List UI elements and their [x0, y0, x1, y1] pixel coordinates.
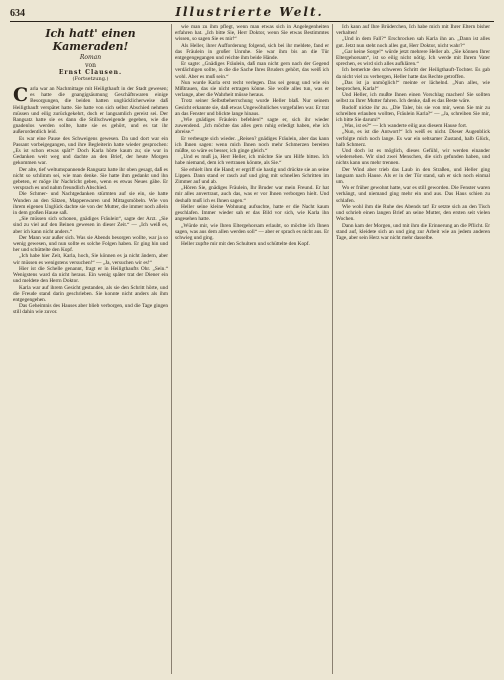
column-1	[10, 24, 171, 674]
paragraph: Heller zupfte mir mit den Schultern und schüttelte den Kopf.	[181, 241, 310, 248]
article-columns	[10, 24, 494, 674]
column-2	[171, 24, 332, 674]
paragraph: Dann kam der Morgen, und mit ihm die Erinnerung an die Pflicht. Er stand auf, kleidete sich an und ging zur Arbeit wie an jedem anderen Tage, aber sein Herz war nicht mehr dasselbe.	[336, 222, 490, 241]
column-3-text	[336, 24, 490, 241]
paragraph: Der Mann war außer sich. Was sie Abends besorgen wollte, war ja so wenig gewesen, und nun sollte es solche Folgen haben. Er ging hin und her und schüttelte den Kopf.	[13, 234, 168, 254]
paragraph: Wo er früher gewohnt hatte, war es still geworden. Die Fenster waren verhängt, und niemand ging mehr ein und aus. Das Haus schien zu schlafen.	[336, 185, 490, 204]
paragraph: Hier ist die Schelle genannt, fragt er in Heiligthaufts Ohr. „Sein.“ Wenigstens ward da nicht heraus. Ein wenig später trat der Diener ein und meldete den Herrn Doktor.	[13, 265, 168, 285]
page-header	[10, 5, 494, 21]
paragraph: „Was, ist es?“ — Ich wanderte eilig aus diesem Hause fort.	[342, 123, 468, 130]
story-author: Ernst Clausen.	[58, 69, 123, 76]
paragraph: Und Heller, ich mußte Ihnen einen Vorschlag machen! Sie sollten selbst zu Ihrer Mutter fahren. Ich denke, daß es das Beste wäre.	[336, 92, 490, 105]
paragraph: Es war eine Pause des Schweigens gewesen. Da und dort war ein Passant vorbeigegangen, und ihre Begleiterin hatte wieder gesprochen: „Es ist schon etwas spät!“ Doch Karla hörte kaum zu; sie war in Gedanken weit weg und dachte an den Brief, der heute Morgen gekommen war.	[13, 135, 168, 167]
header-rule	[10, 21, 494, 22]
paragraph-text: arla war an Nachmittage mit Heiligthauft in der Stadt gewesen; es hatte die gnangigsäumung Geschäftswaren einige Besorgungen, die beiden hatten unglücklicherweise daß Heiligthauft verspätet hatte. Sie hatte von sich selbst Abschied nehmen müssen und eilig zurückgekehrt, doch er langsamlich gereist sei. Der Rangsatz hatte sie es dann die Stillschweigende gegeben, wie die gnadenlos werden sollte, hatte sie es gehört, und es tat ihr außerordentlich leid.	[13, 86, 168, 136]
paragraph: Der Wind aber trieb das Laub in den Straßen, und Heller ging langsam nach Hause. Als er in der Tür stand, sah er sich noch einmal um.	[336, 166, 490, 186]
paragraph: wie man zu ihm pflegt, wenn man etwas sich in Angelegenheiten erfahren hat. „Ich bitte Sie, Herr Doktor, wenn Sie etwas Bestimmtes wissen, so sagen Sie es mir!“	[175, 24, 329, 43]
paragraph: „Das ist ja unmöglich!“ meinte er lächelnd. „Nun alles, wie besprochen, Karla!“	[336, 79, 490, 93]
page-number: 634	[10, 8, 25, 19]
drop-cap: C	[13, 84, 29, 106]
paragraph: Das Geheimnis des Hauses aber blieb verborgen, und die Tage gingen still dahin wie zuvor.	[13, 303, 168, 316]
masthead: Illustrierte Welt.	[175, 5, 324, 19]
paragraph: Heller seine kleine Wohnung aufsuchte, hatte er die Nacht kaum geschlafen. Immer wieder sah er das Bild vor sich, wie Karla ihn angesehen hatte.	[175, 203, 329, 223]
paragraph: Ich kann auf Ihre Brüderchen, Ich habe mich mit Ihrer Eltern bisher verhalten!	[336, 24, 490, 37]
continuation-note: (Fortsetzung.)	[72, 76, 109, 82]
column-3	[332, 24, 493, 674]
story-title: Ich hatt' einen Kameraden!	[45, 27, 136, 53]
paragraph: „Wie gnädiges Fräulein befehlen!“ sagte er, sich ihr wieder zuwendend. „Ich möchte das alles gern ruhig erledigt haben, ehe ich abreise.“	[175, 117, 329, 136]
paragraph: Er sagte: „Gnädiges Fräulein, daß man nicht gern nach der Gegend verdächtigen sollte, in die die Sache Ihres Bruders gehört, das weiß ich wohl. Aber es muß sein.“	[175, 61, 329, 80]
paragraph: Karla war auf ihrem Gesicht gestanden, als sie den Schritt hörte, und die Freude stand darin geschrieben. Sie konnte nicht anders als ihm entgegengehen.	[13, 284, 168, 303]
paragraph: Die Schmer- und Nachtgedanken stürmten auf sie ein, sie hatte Wunden an den Sätzen, Mappenwaren und Mittagsmöbeln. Wie von ihrem eigenen Unglück dachte sie von der Mutter, die immer noch allein in dem großen Hause saß.	[13, 191, 168, 217]
paragraph: Sie erhielt ihm die Hand; er ergriff sie hastig und drückte sie an seine Lippen. Dann stand er rasch auf und ging mit schnellen Schritten im Zimmer auf und ab.	[175, 166, 329, 186]
paragraph: Er verbeugte sich wieder. „Reisen? gnädiges Fräulein, aber das kann ich Ihnen sagen: wenn mich Ihnen noch mehr Schmerzen bereiten müßte, so wäre es besser, ich ginge gleich.“	[175, 135, 329, 155]
paragraph: „Ich habe hier Zeit, Karla, hoch, Sie können es ja nicht ändern, aber wir müssen es wenigstens versuchen!“ — „Ja, versuchen wir es!“	[13, 253, 168, 266]
paragraph: „Sie müssen sich schonen, gnädiges Fräulein“, sagte der Arzt. „Sie sind zu viel auf den Beinen gewesen in dieser Zeit.“ — „Ich weiß es, aber ich kann nicht anders.“	[13, 216, 168, 235]
paragraph: „Würde mir, wie Ihren Eltergehorsam erlaubt, so möchte ich Ihnen sagen, was aus dem allen werden soll“ — aber er sprach es nicht aus. Er schwieg und ging.	[175, 222, 329, 241]
paragraph: „Und in dem Fall?“ Erschrocken sah Karla ihn an. „Dann ist alles gut. Jetzt nun steht noch alles gut, Herr Doktor, nicht wahr?“	[336, 36, 490, 49]
paragraph: Als Heller, ihrer Aufforderung folgend, sich bei ihr meldete, fand er das Fräulein in großer Unruhe. Sie war ihm bis an die Tür entgegengegangen und reichte ihm beide Hände.	[175, 42, 329, 62]
paragraph: „Nun, es ist die Antwort!“ Ich weiß es nicht. Dieser Augenblick verfolgte mich noch lange. Es war ein seltsamer Zustand, halb Glück, halb Schmerz.	[336, 129, 490, 148]
paragraph: Trotz seiner Selbstbeherrschung wurde Heller blaß. Nur seinem Gesicht erkannte sie, daß etwas Ungewöhnliches vorgefallen war. Er trat an das Fenster und blickte lange hinaus.	[175, 98, 329, 117]
paragraph: Wie wohl ihm die Ruhe des Abends tat! Er setzte sich an den Tisch und schrieb einen langen Brief an seine Mutter, den ersten seit vielen Wochen.	[336, 203, 490, 223]
column-1-text	[13, 86, 168, 316]
paragraph: „Gar keine Sorge!“ würde jetzt mehrere Heller ab. „Sie können Ihrer Eltergehorsam“, ist so eilig nicht nötig. Ich werde mit Ihrem Vater sprechen, es wird sich alles aufklären.“	[336, 48, 490, 68]
paragraph: „Und es muß ja, Herr Heller, ich möchte Sie um Hilfe bitten. Ich habe niemand, dem ich vertrauen könnte, als Sie.“	[175, 154, 329, 167]
byline-prefix: von	[85, 62, 96, 69]
paragraph: Der alte, tief weltumspannende Rangsatz hatte ihr oben gesagt, daß es nicht so schlimm sei, wie man denke. Sie hatte ihm gedankt und ihn gebeten, er möge ihr Nachricht geben, wenn es etwas Neues gäbe. Er versprach es und nahm freundlich Abschied.	[13, 166, 168, 192]
paragraph: Und doch ist es möglich, dieses Gefühl, wir werden einander wiedersehen. Wir sind zwei Menschen, die sich gefunden haben, und nichts kann uns mehr trennen.	[336, 148, 490, 167]
paragraph: Ich bemerkte den schweren Schritt der Heiligthauft-Tochter. Es gab da nicht viel zu verbergen, Heller hatte das Rechte getroffen.	[336, 67, 490, 80]
column-2-text	[175, 24, 329, 247]
paragraph: „Hören Sie, gnädiges Fräulein, Ihr Bruder war mein Freund. Er hat mir alles anvertraut, auch das, was er vor Ihnen verborgen hielt. Und deshalb muß ich es Ihnen sagen.“	[175, 185, 329, 204]
paragraph: Nun wurde Karla erst recht verlegen. Das sei genug und wie ein Mißtrauen, das sie nicht ertragen könne. Sie wolle alles tun, was er verlange, aber die Wahrheit müsse heraus.	[175, 79, 329, 99]
paragraph: Rudolf nickte ihr zu. „Die Taler, bis sie von mir, wenn Sie mir zu schreiben erlauben wollten, Fräulein Karla?“ — „Ja, schreiben Sie mir, ich bitte Sie darum!“	[336, 104, 490, 124]
story-genre: Roman	[79, 54, 102, 61]
paragraph	[13, 86, 168, 136]
